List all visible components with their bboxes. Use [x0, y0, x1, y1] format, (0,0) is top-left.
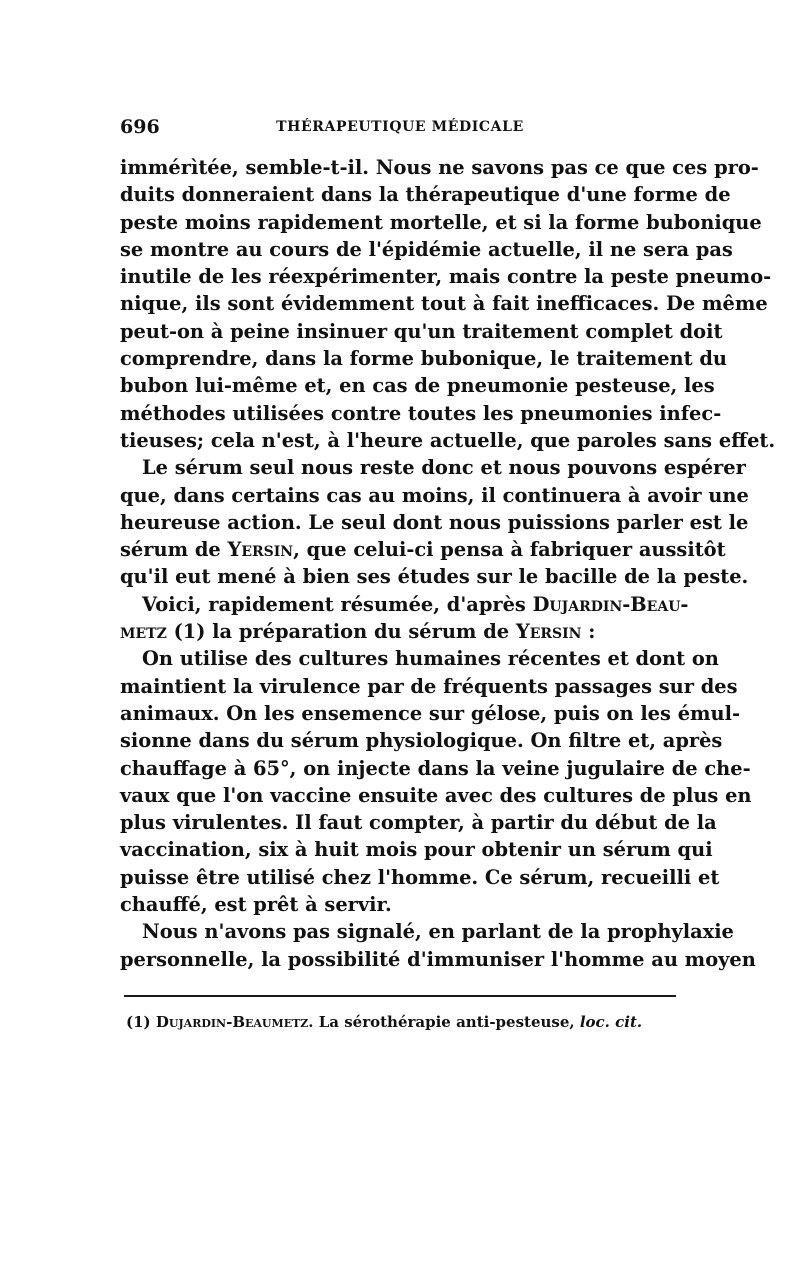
- text-line: animaux. On les ensemence sur gélose, puis on les émul-: [120, 701, 741, 725]
- running-title: THÉRAPEUTIQUE MÉDICALE: [276, 119, 524, 135]
- text-line: peste moins rapidement mortelle, et si la forme bubonique: [120, 210, 762, 234]
- text-line: [120, 536, 726, 563]
- text-run: :: [581, 620, 596, 644]
- text-line: heureuse action. Le seul dont nous puissions parler est le: [120, 510, 749, 534]
- text-line: chauffé, est prêt à servir.: [120, 893, 392, 917]
- text-line: Le sérum seul nous reste donc et nous pouvons espérer: [142, 456, 746, 480]
- author-name: metz: [120, 620, 167, 644]
- footnote-divider: [124, 995, 676, 997]
- text-line: que, dans certains cas au moins, il continuera à avoir une: [120, 483, 749, 507]
- text-line: immérìtée, semble-t-il. Nous ne savons pas ce que ces pro-: [120, 156, 759, 179]
- text-line: vaux que l'on vaccine ensuite avec des cultures de plus en: [120, 783, 752, 807]
- author-name: Yersin: [227, 538, 294, 562]
- text-line: tieuses; cela n'est, à l'heure actuelle, que paroles sans effet.: [120, 428, 776, 452]
- footnote-author: Dujardin-Beaumetz.: [155, 1013, 314, 1031]
- author-name: Dujardin-Beau-: [532, 592, 689, 616]
- text-line: peut-on à peine insinuer qu'un traitement complet doit: [120, 319, 723, 343]
- text-line: plus virulentes. Il faut compter, à partir du début de la: [120, 811, 717, 835]
- text-line: qu'il eut mené à bien ses études sur le bacille de la peste.: [120, 565, 749, 589]
- text-line: comprendre, dans la forme bubonique, le traitement du: [120, 347, 728, 371]
- text-line: se montre au cours de l'épidémie actuelle, il ne sera pas: [120, 237, 733, 261]
- text-line: chauffage à 65°, on injecte dans la veine jugulaire de che-: [120, 756, 751, 780]
- text-run: sérum de: [120, 538, 228, 562]
- text-line: puisse être utilisé chez l'homme. Ce sérum, recueilli et: [120, 865, 720, 889]
- text-line: [120, 618, 676, 645]
- text-run: , que celui-ci pensa à fabriquer aussitôt: [293, 538, 726, 562]
- text-line: personnelle, la possibilité d'immuniser l'homme au moyen: [120, 947, 756, 971]
- text-line: maintient la virulence par de fréquents passages sur des: [120, 674, 738, 698]
- footnote-marker: (1): [126, 1013, 151, 1031]
- text-line: sionne dans du sérum physiologique. On filtre et, après: [120, 729, 723, 753]
- author-name: Yersin: [515, 620, 582, 644]
- text-line: duits donneraient dans la thérapeutique d'une forme de: [120, 183, 731, 207]
- text-line: [120, 591, 689, 618]
- text-line: Nous n'avons pas signalé, en parlant de la prophylaxie: [142, 920, 734, 944]
- page-header: [120, 116, 680, 142]
- text-line: nique, ils sont évidemment tout à fait inefficaces. De même: [120, 292, 768, 316]
- footnote-citation: loc. cit.: [579, 1013, 643, 1031]
- page-number: 696: [120, 116, 160, 138]
- text-run: Voici, rapidement résumée, d'après: [142, 592, 533, 616]
- text-line: inutile de les réexpérimenter, mais contre la peste pneumo-: [120, 265, 772, 289]
- text-line: vaccination, six à huit mois pour obtenir un sérum qui: [120, 838, 713, 862]
- footnote-text: La sérothérapie anti-pesteuse,: [313, 1013, 580, 1031]
- footnote: [126, 1013, 676, 1031]
- text-line: On utilise des cultures humaines récentes et dont on: [142, 647, 719, 671]
- text-line: méthodes utilisées contre toutes les pneumonies infec-: [120, 401, 722, 425]
- text-line: bubon lui-même et, en cas de pneumonie pesteuse, les: [120, 374, 715, 398]
- text-run: (1) la préparation du sérum de: [166, 620, 516, 644]
- main-text: [120, 154, 776, 973]
